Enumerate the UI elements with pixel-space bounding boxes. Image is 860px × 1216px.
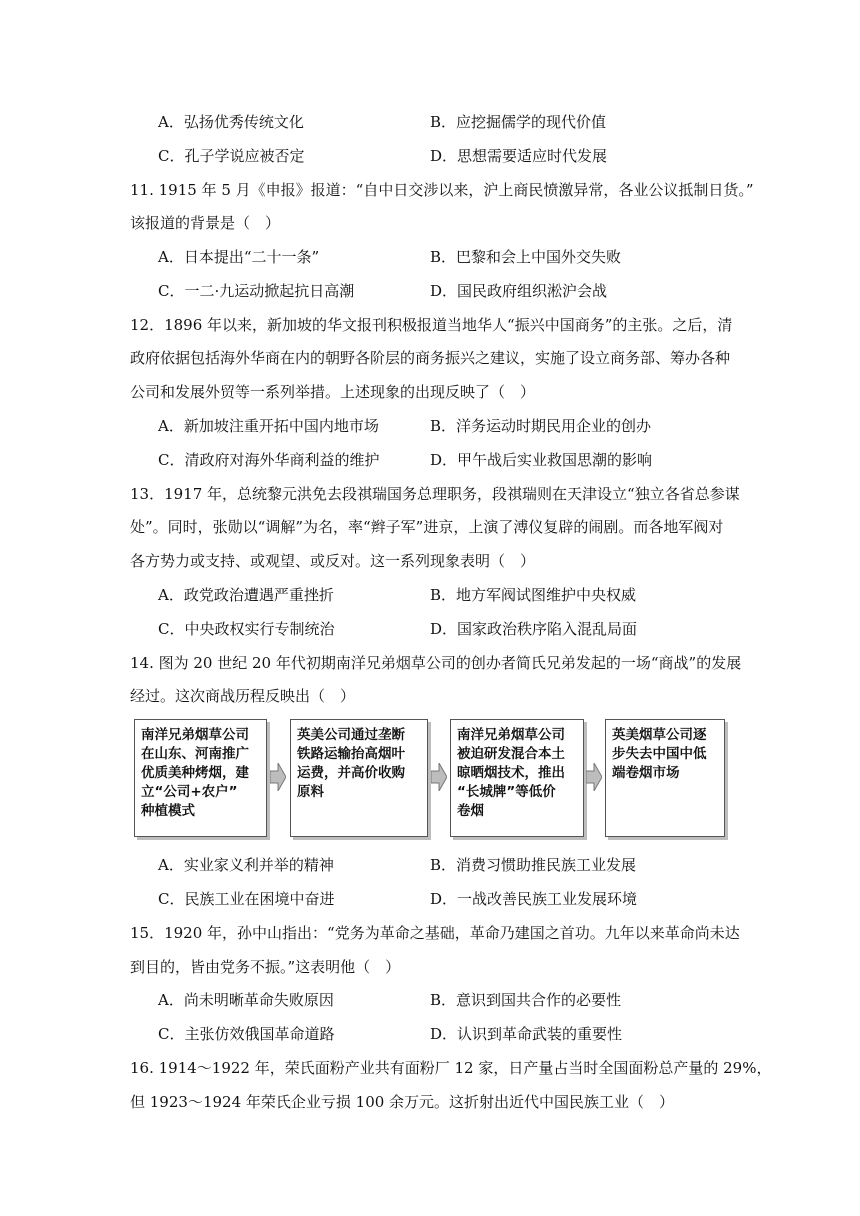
flow-box-2-text: 英美公司通过垄断 铁路运输抬高烟叶 运费，并高价收购 原料 <box>297 727 405 800</box>
arrow-right-icon <box>586 763 602 791</box>
q15-option-b: B．意识到国共合作的必要性 <box>430 991 622 1009</box>
q14-flowchart <box>130 715 730 845</box>
q12-option-b: B．洋务运动时期民用企业的创办 <box>430 417 652 435</box>
q13-option-a: A．政党政治遭遇严重挫折 <box>158 586 334 604</box>
q13-stem-line1: 13．1917 年，总统黎元洪免去段祺瑞国务总理职务，段祺瑞则在天津设立“独立各省总参谋 <box>130 485 740 503</box>
flow-box-2 <box>290 719 428 837</box>
q11-stem-line1: 11. 1915 年 5 月《申报》报道：“自中日交涉以来，沪上商民愤激异常，各业公议抵制日货。” <box>130 181 754 199</box>
flow-box-3 <box>450 719 584 837</box>
q10-option-a: A．弘扬优秀传统文化 <box>158 113 304 131</box>
flow-box-1-text: 南洋兄弟烟草公司 在山东、河南推广 优质美种烤烟，建 立“公司+农户” 种植模式 <box>141 727 249 819</box>
q15-option-c: C．主张仿效俄国革命道路 <box>158 1025 335 1043</box>
q13-stem-line3: 各方势力或支持、或观望、或反对。这一系列现象表明（ ） <box>130 552 536 570</box>
q16-stem-line2: 但 1923～1924 年荣氏企业亏损 100 余万元。这折射出近代中国民族工业（ ） <box>130 1093 675 1111</box>
flow-box-1 <box>134 719 267 837</box>
arrow-right-icon <box>270 763 286 791</box>
q13-option-b: B．地方军阀试图维护中央权威 <box>430 586 637 604</box>
q11-option-b: B．巴黎和会上中国外交失败 <box>430 248 622 266</box>
q14-option-c: C．民族工业在困境中奋进 <box>158 890 335 908</box>
q15-option-d: D．认识到革命武装的重要性 <box>430 1025 623 1043</box>
q15-stem-line2: 到目的，皆由党务不振。”这表明他（ ） <box>130 958 401 976</box>
q15-option-a: A．尚未明晰革命失败原因 <box>158 991 334 1009</box>
q10-option-c: C．孔子学说应被否定 <box>158 147 305 165</box>
flow-box-4-text: 英美烟草公司逐 步失去中国中低 端卷烟市场 <box>612 727 707 781</box>
q11-option-d: D．国民政府组织淞沪会战 <box>430 282 608 300</box>
q12-option-c: C．清政府对海外华商利益的维护 <box>158 451 380 469</box>
arrow-right-icon <box>431 763 447 791</box>
flow-box-3-text: 南洋兄弟烟草公司 被迫研发混合本土 晾晒烟技术，推出 “长城牌”等低价 卷烟 <box>457 727 565 819</box>
q14-stem-line1: 14. 图为 20 世纪 20 年代初期南洋兄弟烟草公司的创办者简氏兄弟发起的一场“商战”的发展 <box>130 654 742 672</box>
q12-option-a: A．新加坡注重开拓中国内地市场 <box>158 417 379 435</box>
q12-option-d: D．甲午战后实业救国思潮的影响 <box>430 451 653 469</box>
q15-stem-line1: 15．1920 年，孙中山指出：“党务为革命之基础，革命乃建国之首功。九年以来革命尚未达 <box>130 924 740 942</box>
q13-option-d: D．国家政治秩序陷入混乱局面 <box>430 620 638 638</box>
q12-stem-line2: 政府依据包括海外华商在内的朝野各阶层的商务振兴之建议，实施了设立商务部、筹办各种 <box>130 349 731 367</box>
q11-stem-line2: 该报道的背景是（ ） <box>130 214 281 232</box>
q11-option-c: C．一二·九运动掀起抗日高潮 <box>158 282 355 300</box>
flow-box-4 <box>605 719 725 837</box>
q11-option-a: A．日本提出“二十一条” <box>158 248 320 266</box>
q10-option-b: B．应挖掘儒学的现代价值 <box>430 113 607 131</box>
q12-stem-line3: 公司和发展外贸等一系列举措。上述现象的出现反映了（ ） <box>130 383 536 401</box>
q13-option-c: C．中央政权实行专制统治 <box>158 620 335 638</box>
q10-option-d: D．思想需要适应时代发展 <box>430 147 608 165</box>
q13-stem-line2: 处”。同时，张勋以“调解”为名，率“辫子军”进京，上演了溥仪复辟的闹剧。而各地军阀对 <box>130 518 724 536</box>
q14-option-b: B．消费习惯助推民族工业发展 <box>430 856 637 874</box>
q14-stem-line2: 经过。这次商战历程反映出（ ） <box>130 687 356 705</box>
q12-stem-line1: 12．1896 年以来，新加坡的华文报刊积极报道当地华人“振兴中国商务”的主张。之后，清 <box>130 316 733 334</box>
q14-option-d: D．一战改善民族工业发展环境 <box>430 890 638 908</box>
q14-option-a: A．实业家义利并举的精神 <box>158 856 334 874</box>
q16-stem-line1: 16. 1914～1922 年，荣氏面粉产业共有面粉厂 12 家，日产量占当时全国面粉总产量的 29%， <box>130 1059 772 1077</box>
